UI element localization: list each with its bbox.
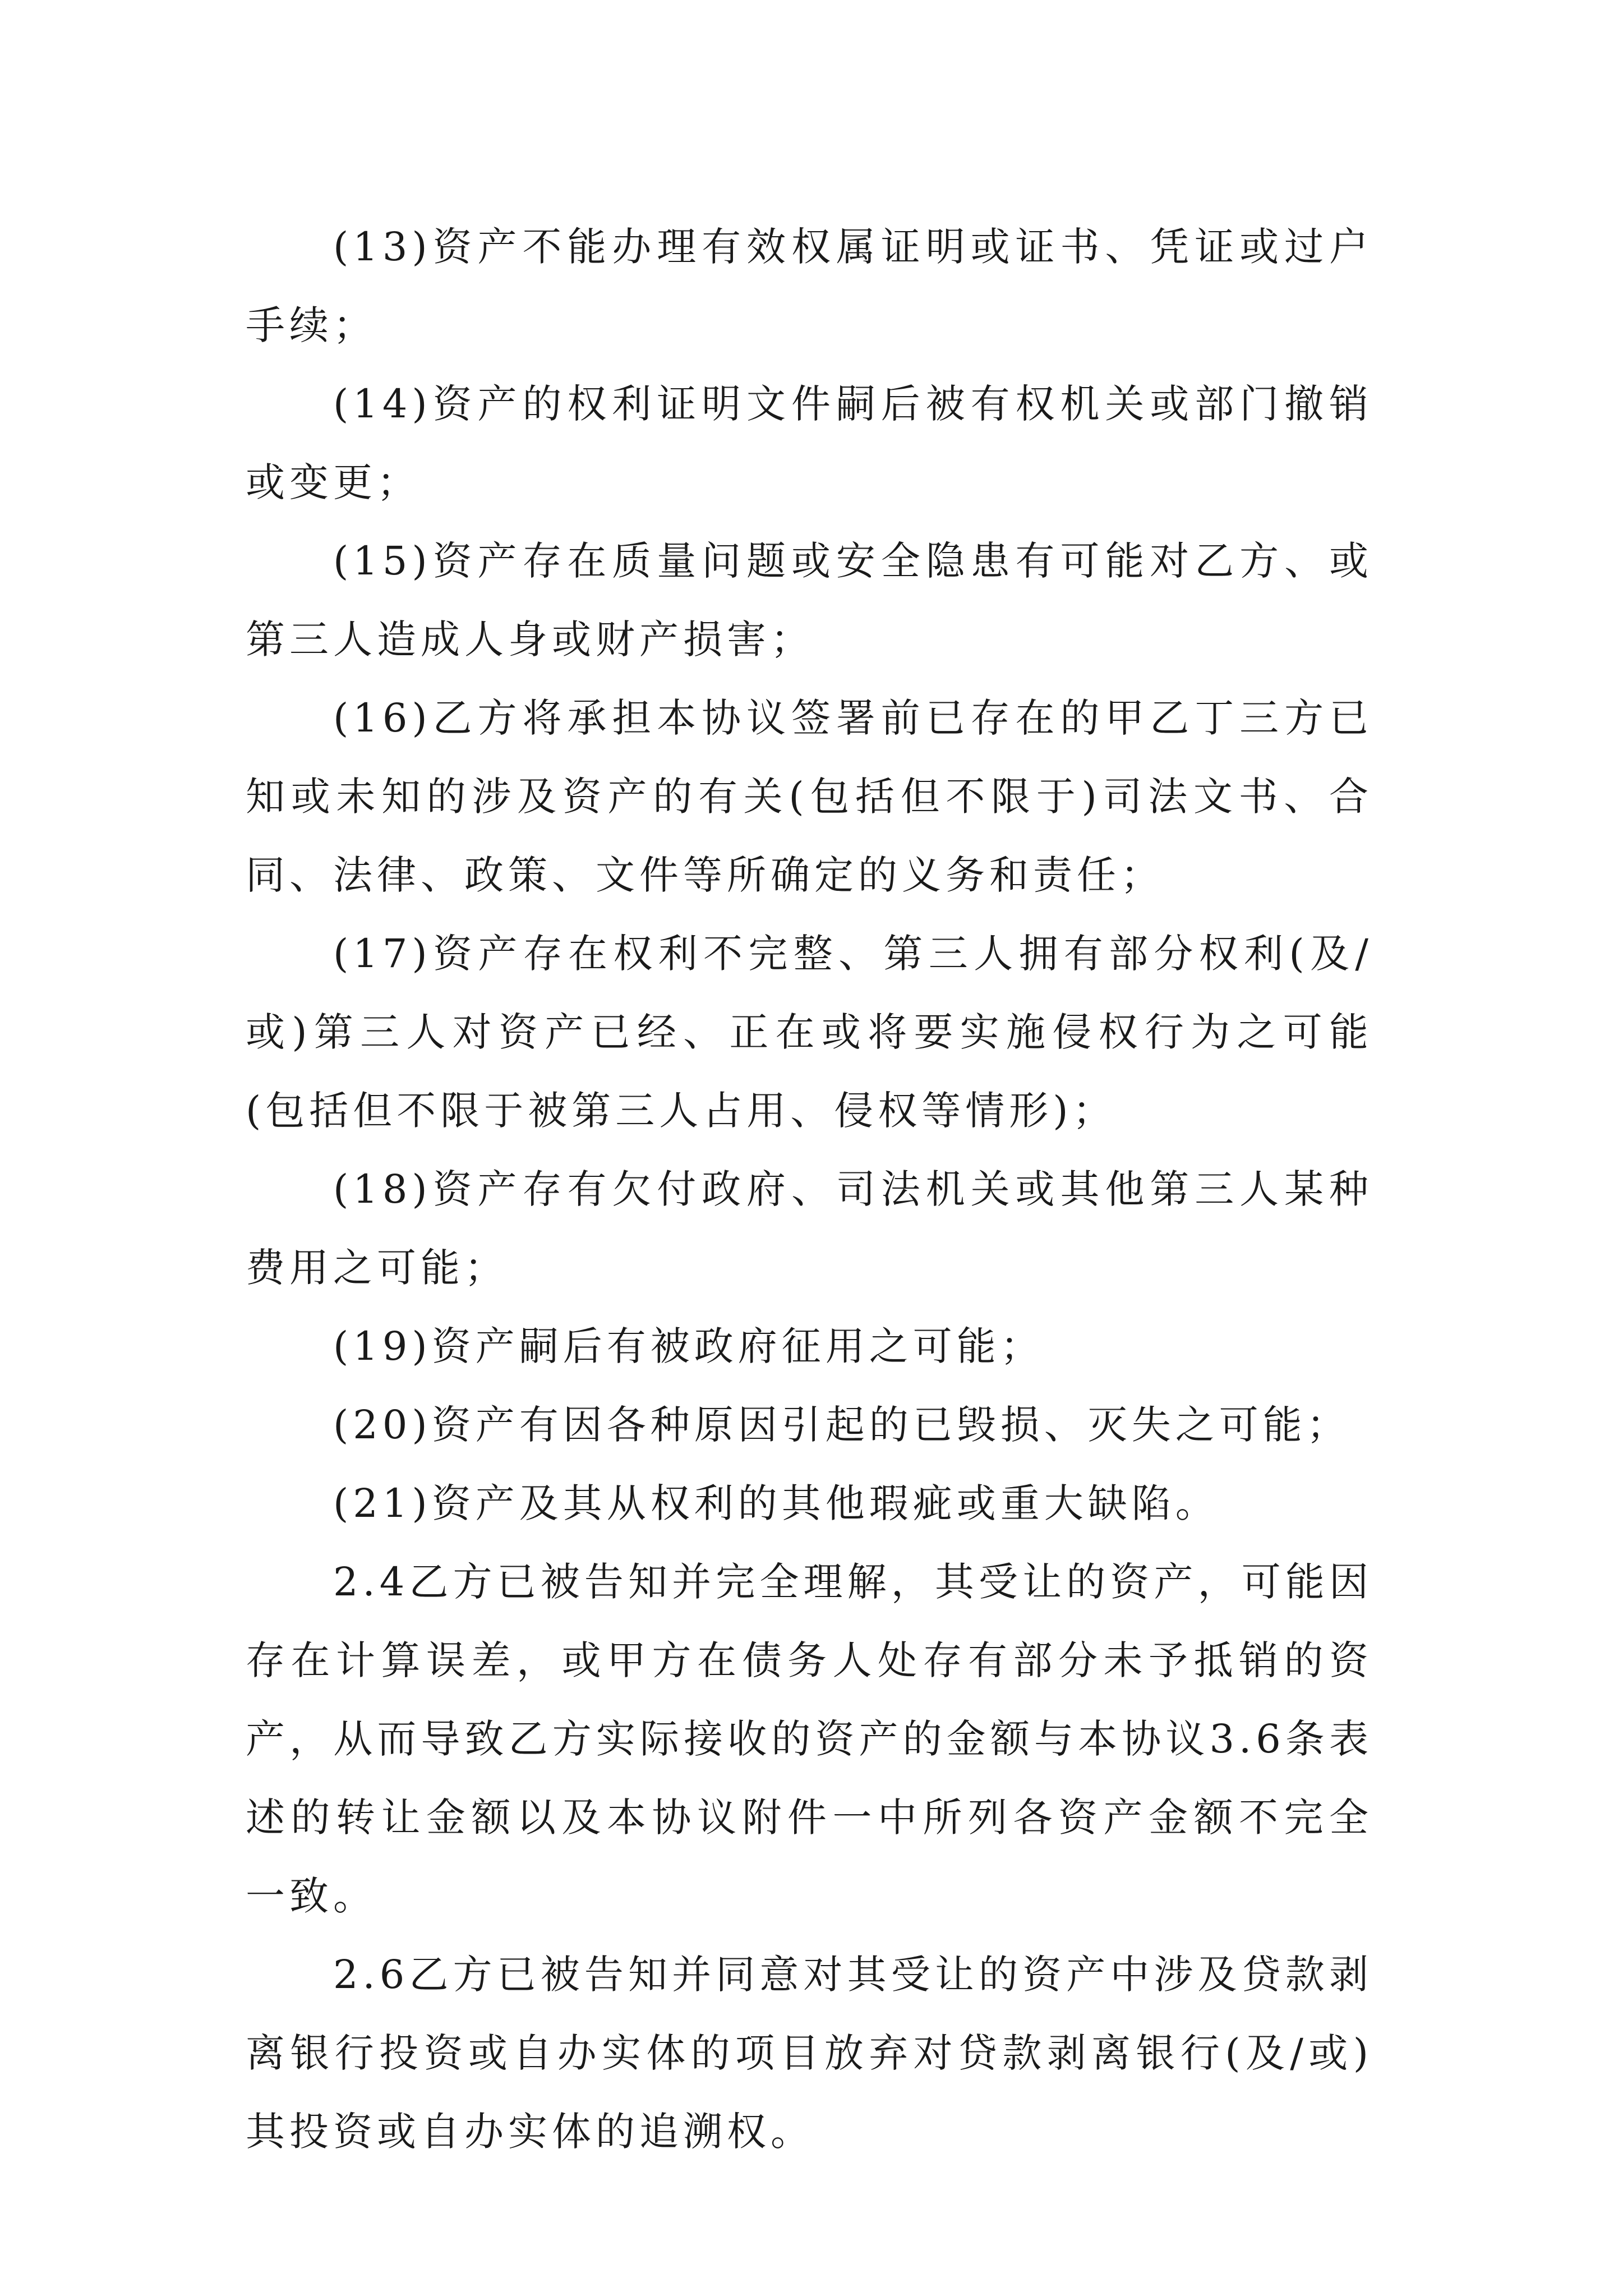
clause-15: (15)资产存在质量问题或安全隐患有可能对乙方、或第三人造成人身或财产损害； [246,538,1373,662]
clause-21: (21)资产及其从权利的其他瑕疵或重大缺陷。 [333,1480,1219,1526]
clause-13: (13)资产不能办理有效权属证明或证书、凭证或过户手续； [246,224,1373,348]
clause-14: (14)资产的权利证明文件嗣后被有权机关或部门撤销或变更； [246,381,1373,505]
clause-19: (19)资产嗣后有被政府征用之可能； [333,1323,1044,1369]
clause-20: (20)资产有因各种原因引起的已毁损、灭失之可能； [333,1402,1350,1448]
section-2-4: 2.4乙方已被告知并完全理解，其受让的资产，可能因存在计算误差，或甲方在债务人处存有部分未予抵销的资产，从而导致乙方实际接收的资产的金额与本协议3.6条表述的转让金额以及本协议附件一中所列各资产金额不完全一致。 [246,1559,1373,1919]
clause-16: (16)乙方将承担本协议签署前已存在的甲乙丁三方已知或未知的涉及资产的有关(包括但不限于)司法文书、合同、法律、政策、文件等所确定的义务和责任； [246,695,1373,898]
clause-17: (17)资产存在权利不完整、第三人拥有部分权利(及/或)第三人对资产已经、正在或将要实施侵权行为之可能(包括但不限于被第三人占用、侵权等情形)； [246,931,1373,1134]
section-2-6: 2.6乙方已被告知并同意对其受让的资产中涉及贷款剥离银行投资或自办实体的项目放弃对贷款剥离银行(及/或)其投资或自办实体的追溯权。 [246,1952,1373,2155]
document-body [246,208,1373,2171]
clause-18: (18)资产存有欠付政府、司法机关或其他第三人某种费用之可能； [246,1166,1373,1291]
